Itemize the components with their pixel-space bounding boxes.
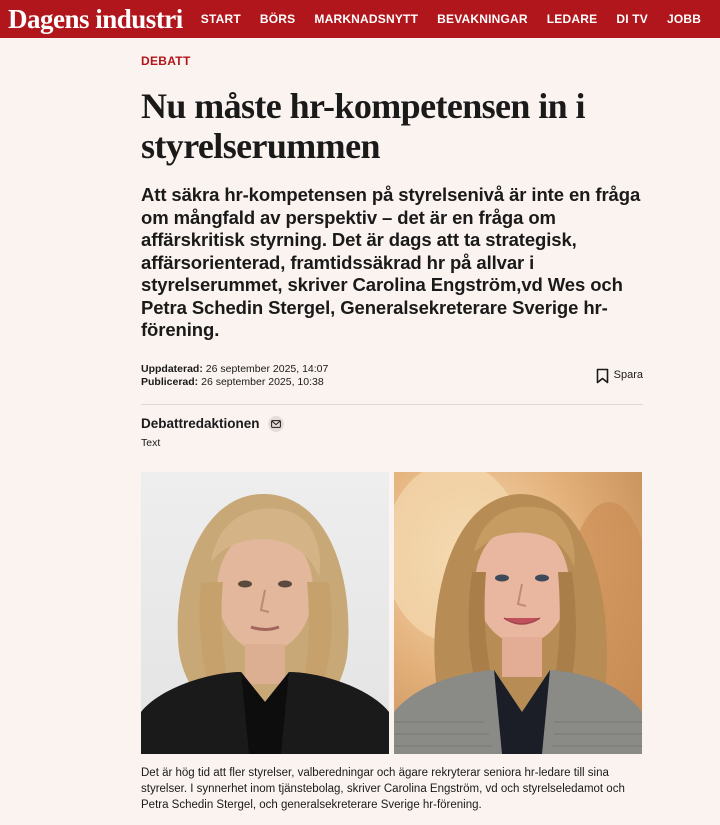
nav-item-start[interactable]: START [200, 12, 241, 26]
portrait-photo-right [394, 472, 642, 754]
updated-label: Uppdaterad: [141, 362, 203, 375]
published-row [141, 376, 328, 389]
nav-item-marknadsnytt[interactable]: MARKNADSNYTT [314, 12, 419, 26]
site-logo[interactable]: Dagens industri [8, 4, 183, 34]
main-nav [201, 12, 720, 26]
portrait-photo-left [141, 472, 389, 754]
nav-item-jobb[interactable]: JOBB [667, 12, 702, 26]
updated-value: 26 september 2025, 14:07 [205, 362, 329, 375]
article [141, 38, 643, 824]
nav-item-bors[interactable]: BÖRS [259, 12, 296, 26]
published-label: Publicerad: [141, 375, 199, 388]
updated-row [141, 363, 328, 376]
divider [141, 404, 643, 405]
article-kicker[interactable]: DEBATT [141, 54, 191, 68]
article-image [141, 472, 643, 754]
mail-icon[interactable] [268, 416, 284, 432]
save-label: Spara [613, 369, 643, 381]
article-meta [141, 363, 643, 389]
bookmark-icon [596, 368, 609, 384]
author-row [141, 416, 643, 432]
image-caption: Det är hög tid att fler styrelser, valberedningar och ägare rekryterar seniora hr-ledare till sina styrelser. I synnerhet inom tjänstebolag, skriver Carolina Engström, vd och styrelseledamot och Petra Schedin Stergel, och generalsekreterare Sverige hr-förening. [141, 766, 625, 811]
save-button[interactable] [596, 368, 643, 384]
nav-item-bevakningar[interactable]: BEVAKNINGAR [437, 12, 528, 26]
article-lead: Att säkra hr-kompetensen på styrelsenivå är inte en fråga om mångfald av perspektiv – det är en fråga om affärskritisk styrning. Det är dags att ta strategisk, affärsorienterad, framtidssäkrad hr på allvar i styrelserummet, skriver Carolina Engström,vd Wes och Petra Schedin Stergel, Generalsekreterare Sverige hr-förening. [141, 184, 641, 340]
published-value: 26 september 2025, 10:38 [201, 375, 324, 388]
nav-item-di-tv[interactable]: DI TV [616, 12, 648, 26]
nav-item-ledare[interactable]: LEDARE [546, 12, 598, 26]
top-navigation-bar [0, 0, 720, 38]
article-dates [141, 363, 328, 389]
article-title: Nu måste hr-kompetensen in i styrelserummen [141, 86, 585, 166]
author-name[interactable]: Debattredaktionen [141, 416, 260, 431]
author-role: Text [141, 436, 161, 449]
